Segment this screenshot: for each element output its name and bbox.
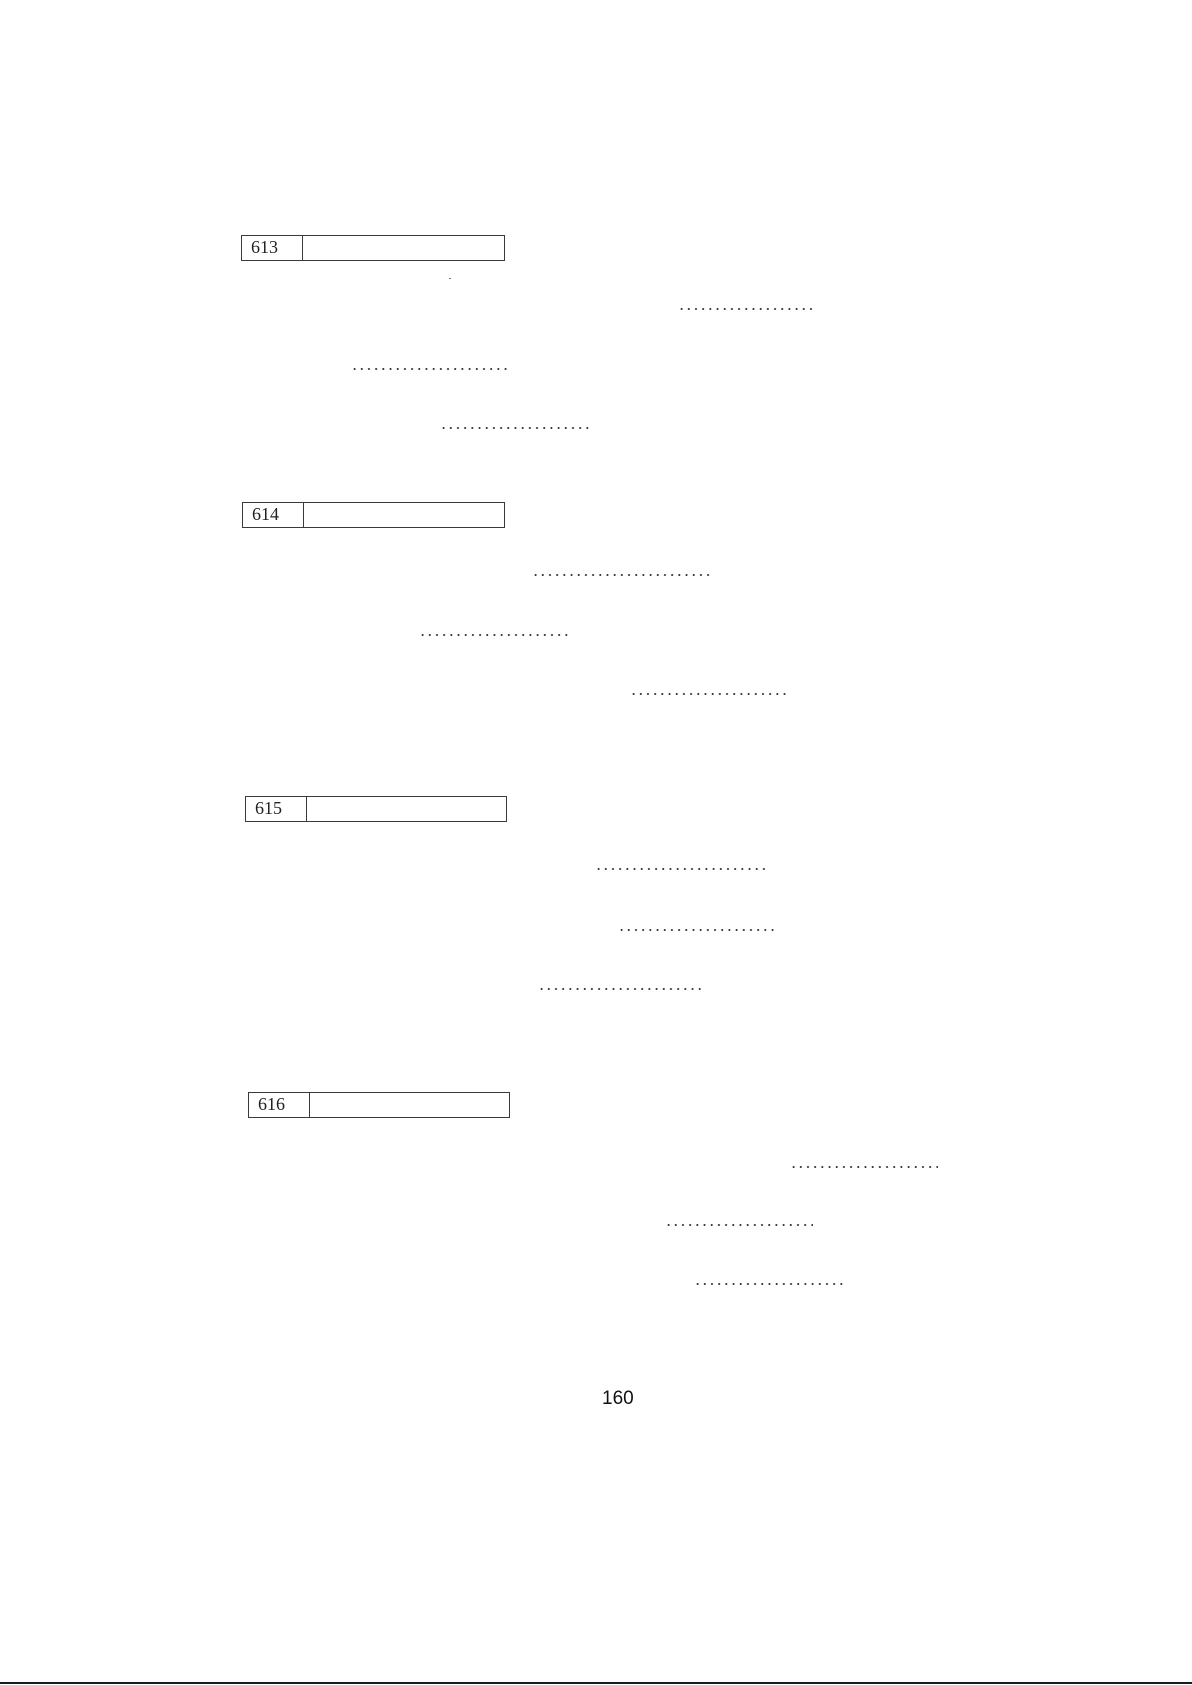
exercise-title-field [310, 1093, 509, 1117]
answer-blank[interactable] [630, 691, 786, 697]
exercise-title-field [303, 236, 504, 260]
exercise-number: 614 [243, 503, 304, 527]
exercise-number: 616 [249, 1093, 310, 1117]
answer-blank[interactable] [694, 1281, 846, 1287]
answer-blank[interactable] [419, 632, 571, 638]
exercise-title-field [307, 797, 506, 821]
answer-blank[interactable] [538, 986, 701, 992]
exercise-number: 615 [246, 797, 307, 821]
exercise-613-header [241, 235, 505, 261]
exercise-title-field [304, 503, 504, 527]
answer-blank[interactable] [440, 425, 590, 431]
exercise-614-header [242, 502, 505, 528]
exercise-616-header [248, 1092, 510, 1118]
answer-blank[interactable] [678, 306, 815, 312]
answer-blank[interactable] [595, 866, 767, 872]
answer-blank[interactable] [790, 1164, 938, 1170]
scan-speck [449, 278, 451, 279]
answer-blank[interactable] [532, 572, 711, 578]
page-number: 160 [602, 1388, 634, 1409]
exercise-615-header [245, 796, 507, 822]
answer-blank[interactable] [618, 927, 777, 933]
answer-blank[interactable] [665, 1222, 813, 1228]
answer-blank[interactable] [351, 366, 509, 372]
exercise-number: 613 [242, 236, 303, 260]
bottom-border-line [0, 1682, 1192, 1684]
